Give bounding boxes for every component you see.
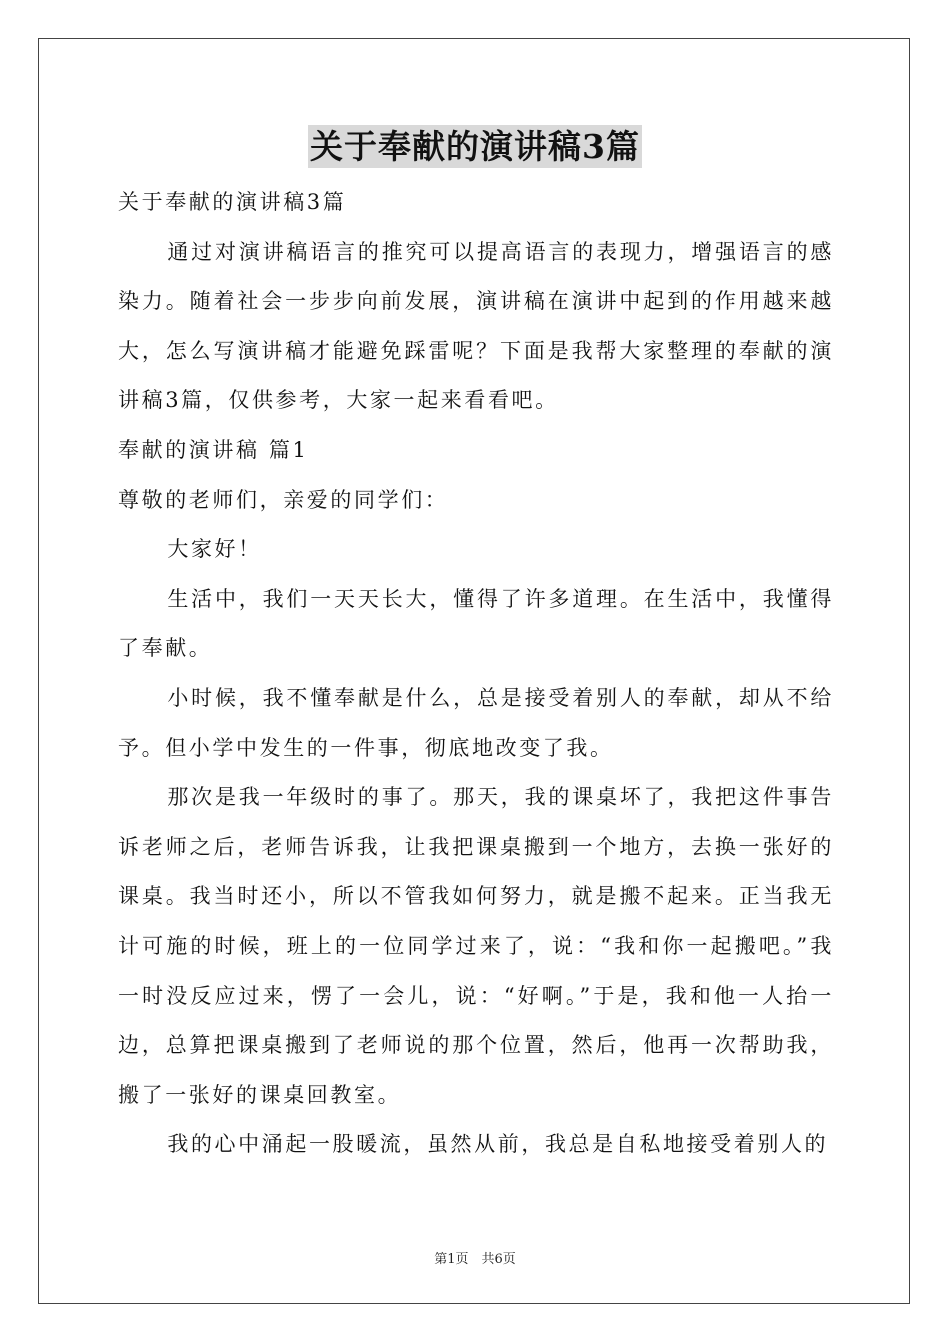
paragraph: 通过对演讲稿语言的推究可以提高语言的表现力，增强语言的感染力。随着社会一步步向前发展，演讲稿在演讲中起到的作用越来越大，怎么写演讲稿才能避免踩雷呢？下面是我帮大家整理的奉献的演讲稿3篇，仅供参考，大家一起来看看吧。 xyxy=(118,239,834,413)
paragraph: 生活中，我们一天天长大，懂得了许多道理。在生活中，我懂得了奉献。 xyxy=(118,586,834,661)
document-title-text: 关于奉献的演讲稿3篇 xyxy=(310,127,640,166)
paragraph: 关于奉献的演讲稿3篇 xyxy=(118,190,347,214)
paragraph: 奉献的演讲稿 篇1 xyxy=(118,437,309,462)
paragraph: 我的心中涌起一股暖流，虽然从前，我总是自私地接受着别人的 xyxy=(167,1132,829,1157)
paragraph: 那次是我一年级时的事了。那天，我的课桌坏了，我把这件事告诉老师之后，老师告诉我，让我把课桌搬到一个地方，去换一张好的课桌。我当时还小，所以不管我如何努力，就是搬不起来。正当我无计可施的时候，班上的一位同学过来了，说：“我和你一起搬吧。”我一时没反应过来，愣了一会儿，说：“好啊。”于是，我和他一人抬一边，总算把课桌搬到了老师说的那个位置，然后，他再一次帮助我，搬了一张好的课桌回教室。 xyxy=(118,785,834,1107)
paragraph: 小时候，我不懂奉献是什么，总是接受着别人的奉献，却从不给予。但小学中发生的一件事，彻底地改变了我。 xyxy=(118,685,834,760)
document-title xyxy=(0,127,950,167)
paragraph: 尊敬的老师们，亲爱的同学们： xyxy=(118,487,449,512)
page-number-footer: 第1页 共6页 xyxy=(434,1252,516,1267)
paragraph: 大家好！ xyxy=(167,537,262,562)
document-body xyxy=(118,178,834,1170)
